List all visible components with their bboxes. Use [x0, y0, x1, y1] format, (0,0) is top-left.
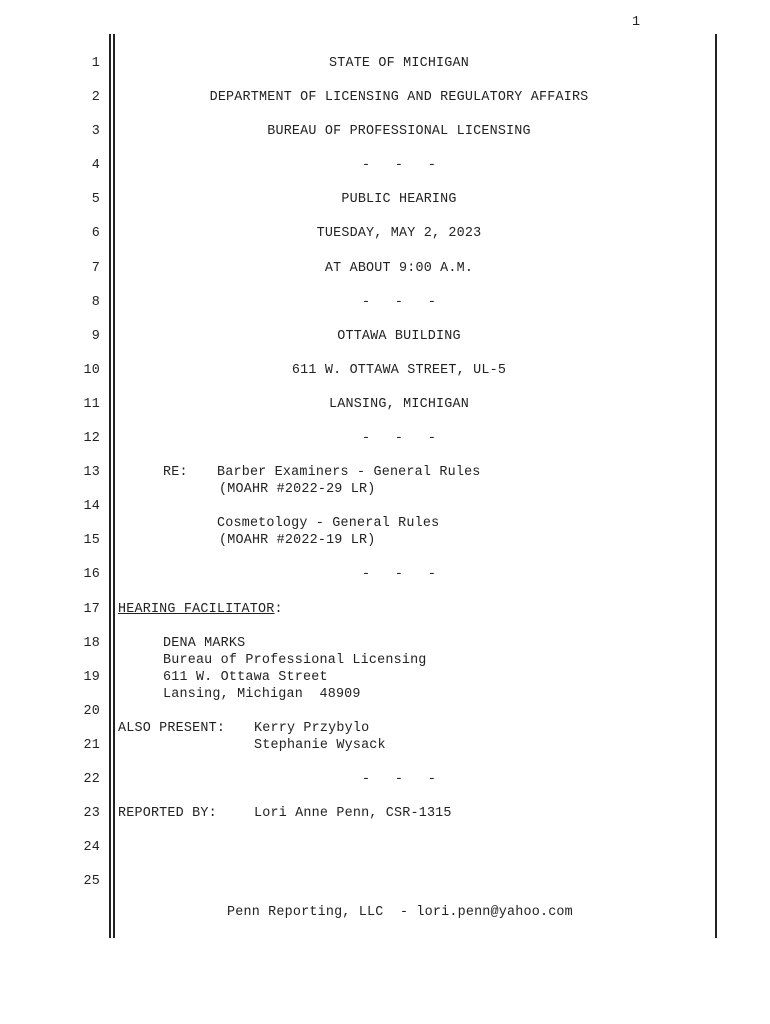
line-number: 14	[83, 499, 100, 514]
separator: - - -	[361, 158, 437, 173]
location-city: LANSING, MICHIGAN	[328, 397, 469, 412]
footer-text: Penn Reporting, LLC - lori.penn@yahoo.com	[227, 905, 573, 920]
line-number: 12	[83, 431, 100, 446]
facilitator-heading-colon: :	[274, 602, 283, 617]
line-number: 2	[91, 90, 100, 105]
line-number: 3	[91, 124, 100, 139]
re-item-cosmetology: Cosmetology - General Rules	[217, 516, 440, 531]
re-item-barber: Barber Examiners - General Rules	[217, 465, 481, 480]
separator: - - -	[361, 431, 437, 446]
line-number: 8	[91, 295, 100, 310]
line-number: 22	[83, 772, 100, 787]
facilitator-street: 611 W. Ottawa Street	[163, 670, 328, 685]
separator: - - -	[361, 772, 437, 787]
separator: - - -	[361, 295, 437, 310]
line-number: 4	[91, 158, 100, 173]
line-number: 17	[83, 602, 100, 617]
line-number: 6	[91, 226, 100, 241]
line-number: 21	[83, 738, 100, 753]
line-number: 1	[91, 56, 100, 71]
line-number: 5	[91, 192, 100, 207]
facilitator-city: Lansing, Michigan 48909	[163, 687, 361, 702]
line-number: 25	[83, 874, 100, 889]
state-title: STATE OF MICHIGAN	[328, 56, 469, 71]
facilitator-heading-text: HEARING FACILITATOR	[118, 602, 275, 617]
also-present-person: Stephanie Wysack	[254, 738, 386, 753]
separator: - - -	[361, 567, 437, 582]
line-number: 20	[83, 704, 100, 719]
line-number: 13	[83, 465, 100, 480]
reported-by-label: REPORTED BY:	[118, 806, 217, 821]
line-number: 24	[83, 840, 100, 855]
bureau-title: BUREAU OF PROFESSIONAL LICENSING	[267, 124, 531, 139]
left-margin-rule-outer	[109, 34, 111, 938]
reported-by-name: Lori Anne Penn, CSR-1315	[254, 806, 452, 821]
facilitator-heading	[118, 602, 283, 617]
left-margin-rule-inner	[113, 34, 115, 938]
page-number: 1	[632, 15, 641, 30]
location-street: 611 W. OTTAWA STREET, UL-5	[291, 363, 507, 378]
line-number: 23	[83, 806, 100, 821]
line-number: 11	[83, 397, 100, 412]
line-number: 9	[91, 329, 100, 344]
hearing-time: AT ABOUT 9:00 A.M.	[324, 261, 474, 276]
facilitator-org: Bureau of Professional Licensing	[163, 653, 427, 668]
line-number: 18	[83, 636, 100, 651]
re-item-barber-ref: (MOAHR #2022-29 LR)	[219, 482, 376, 497]
also-present-person: Kerry Przybylo	[254, 721, 370, 736]
line-number: 15	[83, 533, 100, 548]
hearing-title: PUBLIC HEARING	[341, 192, 457, 207]
re-label: RE:	[163, 465, 188, 480]
department-title: DEPARTMENT OF LICENSING AND REGULATORY AFFAIRS	[209, 90, 589, 105]
line-number: 7	[91, 261, 100, 276]
re-item-cosmetology-ref: (MOAHR #2022-19 LR)	[219, 533, 376, 548]
right-margin-rule	[715, 34, 717, 938]
facilitator-name: DENA MARKS	[163, 636, 246, 651]
also-present-label: ALSO PRESENT:	[118, 721, 226, 736]
line-number: 16	[83, 567, 100, 582]
line-number: 10	[83, 363, 100, 378]
line-number: 19	[83, 670, 100, 685]
hearing-date: TUESDAY, MAY 2, 2023	[316, 226, 482, 241]
location-building: OTTAWA BUILDING	[337, 329, 461, 344]
